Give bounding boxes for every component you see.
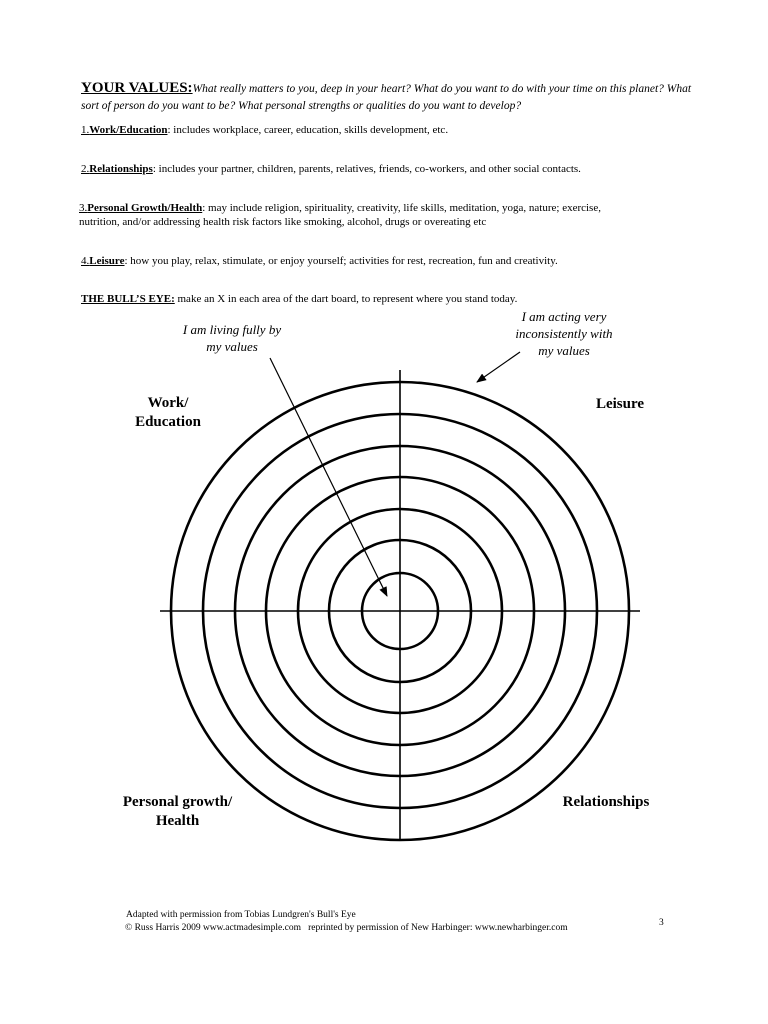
area-description: : includes workplace, career, education, skills development, etc. bbox=[167, 124, 449, 136]
area-label: Personal Growth/Health bbox=[87, 202, 203, 214]
area-label: Leisure bbox=[89, 255, 125, 267]
page-number: 3 bbox=[659, 918, 664, 928]
quadrant-label: Relationships bbox=[562, 794, 650, 810]
area-number: 2. bbox=[81, 163, 90, 175]
area-label: Work/Education bbox=[89, 124, 168, 136]
area-number: 3. bbox=[79, 202, 88, 214]
quadrant-label: Leisure bbox=[595, 396, 645, 412]
area-description: : includes your partner, children, parents, relatives, friends, co-workers, and other social contacts. bbox=[152, 163, 581, 175]
edge-annotation bbox=[494, 308, 634, 359]
quadrant-label: Personal growth/ bbox=[122, 794, 233, 810]
quadrant-label: Education bbox=[135, 414, 201, 430]
area-number: 1. bbox=[81, 124, 90, 136]
footer-copyright: © Russ Harris 2009 www.actmadesimple.com reprinted by permission of New Harbinger: www.newharbinger.com bbox=[125, 923, 568, 933]
quadrant-label: Work/ bbox=[147, 395, 189, 411]
edge-annotation-line: my values bbox=[538, 343, 590, 358]
bullseye-instruction-text: make an X in each area of the dart board, to represent where you stand today. bbox=[174, 293, 518, 305]
center-annotation-line: I am living fully by bbox=[182, 322, 282, 337]
center-annotation-line: my values bbox=[206, 339, 258, 354]
quadrant-relationships bbox=[546, 793, 666, 812]
area-label: Relationships bbox=[89, 163, 153, 175]
footer-attribution: Adapted with permission from Tobias Lundgren's Bull's Eye bbox=[126, 910, 356, 920]
intro-question: What really matters to you, deep in your heart? What do you want to do with your time on this planet? What sort of person do you want to be? What personal strengths or qualities do you want to develop? bbox=[81, 83, 692, 112]
bullseye-label: THE BULL’S EYE: bbox=[81, 293, 175, 305]
area-description: : how you play, relax, stimulate, or enjoy yourself; activities for rest, recreation, fun and creativity. bbox=[124, 255, 558, 267]
quadrant-label: Health bbox=[155, 813, 200, 829]
quadrant-personal-growth bbox=[100, 793, 255, 831]
area-number: 4. bbox=[81, 255, 90, 267]
area-description: : may include religion, spirituality, creativity, life skills, meditation, yoga, nature; exercise, nutrition, and/or addressing health risk factors like smoking, alcohol, drugs or overeating etc bbox=[79, 202, 601, 228]
edge-annotation-line: inconsistently with bbox=[515, 326, 613, 341]
intro-heading: YOUR VALUES: bbox=[81, 80, 193, 96]
quadrant-work-education bbox=[108, 394, 228, 432]
quadrant-leisure bbox=[570, 395, 670, 414]
edge-annotation-line: I am acting very bbox=[521, 309, 607, 324]
center-annotation bbox=[162, 321, 302, 355]
